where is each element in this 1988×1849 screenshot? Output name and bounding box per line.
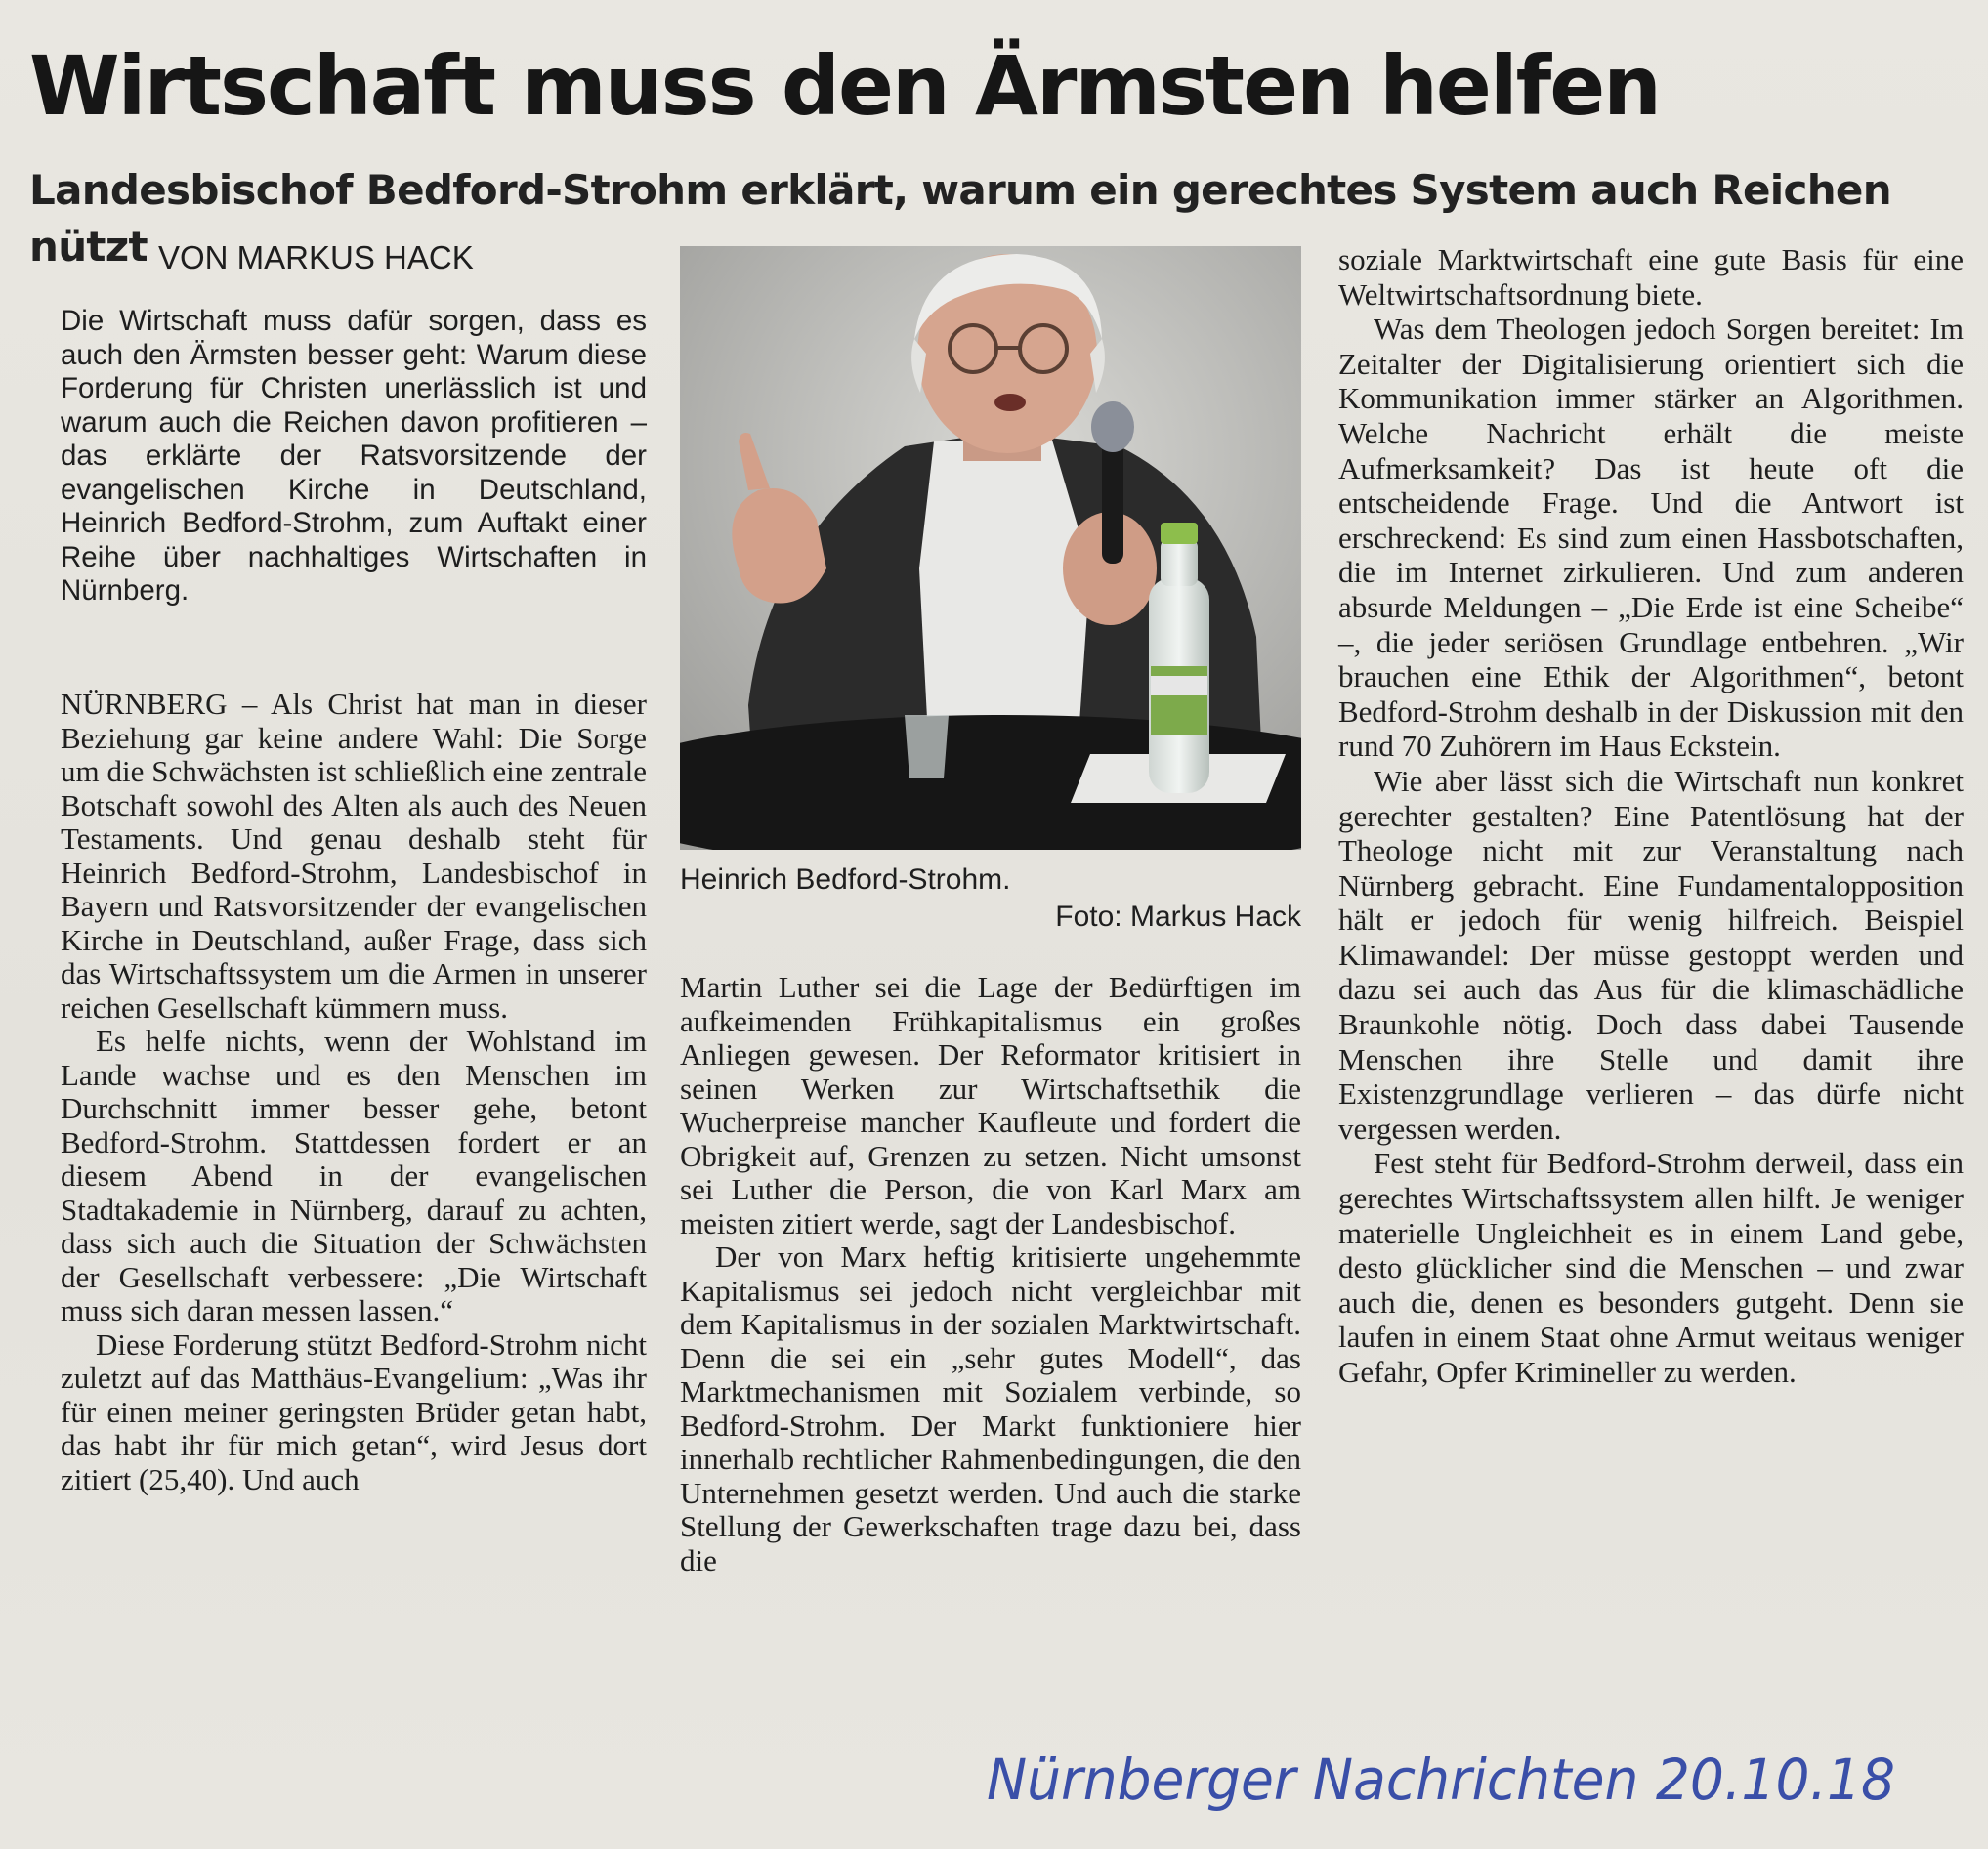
column-3-paragraph: Wie aber lässt sich die Wirtschaft nun konkret gerechter gestalten? Eine Patentlösung hat der Theologe nicht mit zur Veranstaltung nach Nürnberg gebracht. Eine Fundamentalopposition hält er jedoch für wenig hilfreich. Beispiel Klimawandel: Der müsse gestoppt werden und dazu sei auch das Aus für die klimaschädliche Braunkohle nötig. Doch dass dabei Tausende Menschen ihre Stelle und damit ihre Existenzgrundlage verlieren – das dürfe nicht vergessen werden. <box>1338 763 1964 1146</box>
column-3-paragraph: soziale Marktwirtschaft eine gute Basis für eine Weltwirtschaftsordnung biete. <box>1338 242 1964 312</box>
photo-credit: Foto: Markus Hack <box>1055 901 1301 933</box>
article-column-3 <box>1338 242 1964 1390</box>
article-photo <box>680 246 1301 850</box>
photo-illustration <box>680 246 1301 850</box>
lead-text: Die Wirtschaft muss dafür sorgen, dass es auch den Ärmsten besser geht: Warum diese Forderung für Christen unerlässlich ist und warum auch die Reichen davon profitieren – das erklärte der Ratsvorsitzende der evangelischen Kirche in Deutschland, Heinrich Bedford-Strohm, zum Auftakt einer Reihe über nachhaltiges Wirtschaften in Nürnberg. <box>61 305 647 607</box>
article-column-2 <box>680 971 1301 1577</box>
photo-caption <box>680 861 1301 936</box>
byline: VON MARKUS HACK <box>158 239 474 275</box>
column-3-paragraph: Was dem Theologen jedoch Sorgen bereitet: Im Zeitalter der Digitalisierung orientiert sich die Kommunikation immer stärker an Algorithmen. Welche Nachricht erhält die meiste Aufmerksamkeit? Das ist heute oft die entscheidende Frage. Und die Antwort ist erschreckend: Es sind zum einen Hassbotschaften, die im Internet zirkulieren. Und zum anderen absurde Meldungen – „Die Erde ist eine Scheibe“ –, die jeder seriösen Grundlage entbehren. „Wir brauchen eine Ethik der Algorithmen“, betont Bedford-Strohm deshalb in der Diskussion mit den rund 70 Zuhörern im Haus Eckstein. <box>1338 312 1964 764</box>
handwritten-source-note <box>977 1739 1915 1827</box>
handwritten-note-text: Nürnberger Nachrichten 20.10.18 <box>987 1746 1895 1813</box>
article-column-1 <box>61 688 647 1496</box>
column-1-paragraph: NÜRNBERG – Als Christ hat man in dieser Beziehung gar keine andere Wahl: Die Sorge um die Schwächsten ist schließlich eine zentrale Botschaft sowohl des Alten als auch des Neuen Testaments. Und genau deshalb steht für Heinrich Bedford-Strohm, Landesbischof in Bayern und Ratsvorsitzender der evangelischen Kirche in Deutschland, außer Frage, dass sich das Wirtschaftssystem um die Armen in unserer reichen Gesellschaft kümmern muss. <box>61 687 647 1025</box>
caption-text: Heinrich Bedford-Strohm. <box>680 863 1011 896</box>
column-2-paragraph: Der von Marx heftig kritisierte ungehemmte Kapitalismus sei jedoch nicht vergleichbar mit dem Kapitalismus in der sozialen Marktwirtschaft. Denn die sei ein „sehr gutes Modell“, das Marktmechanismen mit Sozialem verbinde, so Bedford-Strohm. Der Markt funktioniere hier innerhalb rechtlicher Rahmenbedingungen, die den Unternehmen gesetzt werden. Und auch die starke Stellung der Gewerkschaften trage dazu bei, dass die <box>680 1240 1301 1577</box>
headline: Wirtschaft muss den Ärmsten helfen <box>29 38 1660 134</box>
lead-paragraph <box>61 305 647 609</box>
subheadline: Landesbischof Bedford-Strohm erklärt, warum ein gerechtes System auch Reichen nützt <box>29 166 1891 271</box>
column-3-paragraph: Fest steht für Bedford-Strohm derweil, dass ein gerechtes Wirtschaftssystem allen hilft. Je weniger materielle Ungleichheit es in einem Land gebe, desto glücklicher sind die Menschen – und zwar auch die, denen es besonders gutgeht. Denn sie laufen in einem Staat ohne Armut weitaus weniger Gefahr, Opfer Krimineller zu werden. <box>1338 1146 1964 1389</box>
column-2-paragraph: Martin Luther sei die Lage der Bedürftigen im aufkeimenden Frühkapitalismus ein großes Anliegen gewesen. Der Reformator kritisiert in seinen Werken zur Wirtschaftsethik die Wucherpreise mancher Kaufleute und fordert die Obrigkeit auf, Grenzen zu setzen. Nicht umsonst sei Luther die Person, die von Karl Marx am meisten zitiert werde, sagt der Landesbischof. <box>680 970 1301 1240</box>
column-1-paragraph: Diese Forderung stützt Bedford-Strohm nicht zuletzt auf das Matthäus-Evangelium: „Was ihr für einen meiner geringsten Brüder getan habt, das habt ihr für mich getan“, wird Jesus dort zitiert (25,40). Und auch <box>61 1326 647 1496</box>
column-1-paragraph: Es helfe nichts, wenn der Wohlstand im Lande wachse und es den Menschen im Durchschnitt immer besser gehe, betont Bedford-Strohm. Stattdessen fordert er an diesem Abend in der evangelischen Stadtakademie in Nürnberg, darauf zu achten, dass sich auch die Situation der Schwächsten der Gesellschaft verbessere: „Die Wirtschaft muss sich daran messen lassen.“ <box>61 1024 647 1327</box>
